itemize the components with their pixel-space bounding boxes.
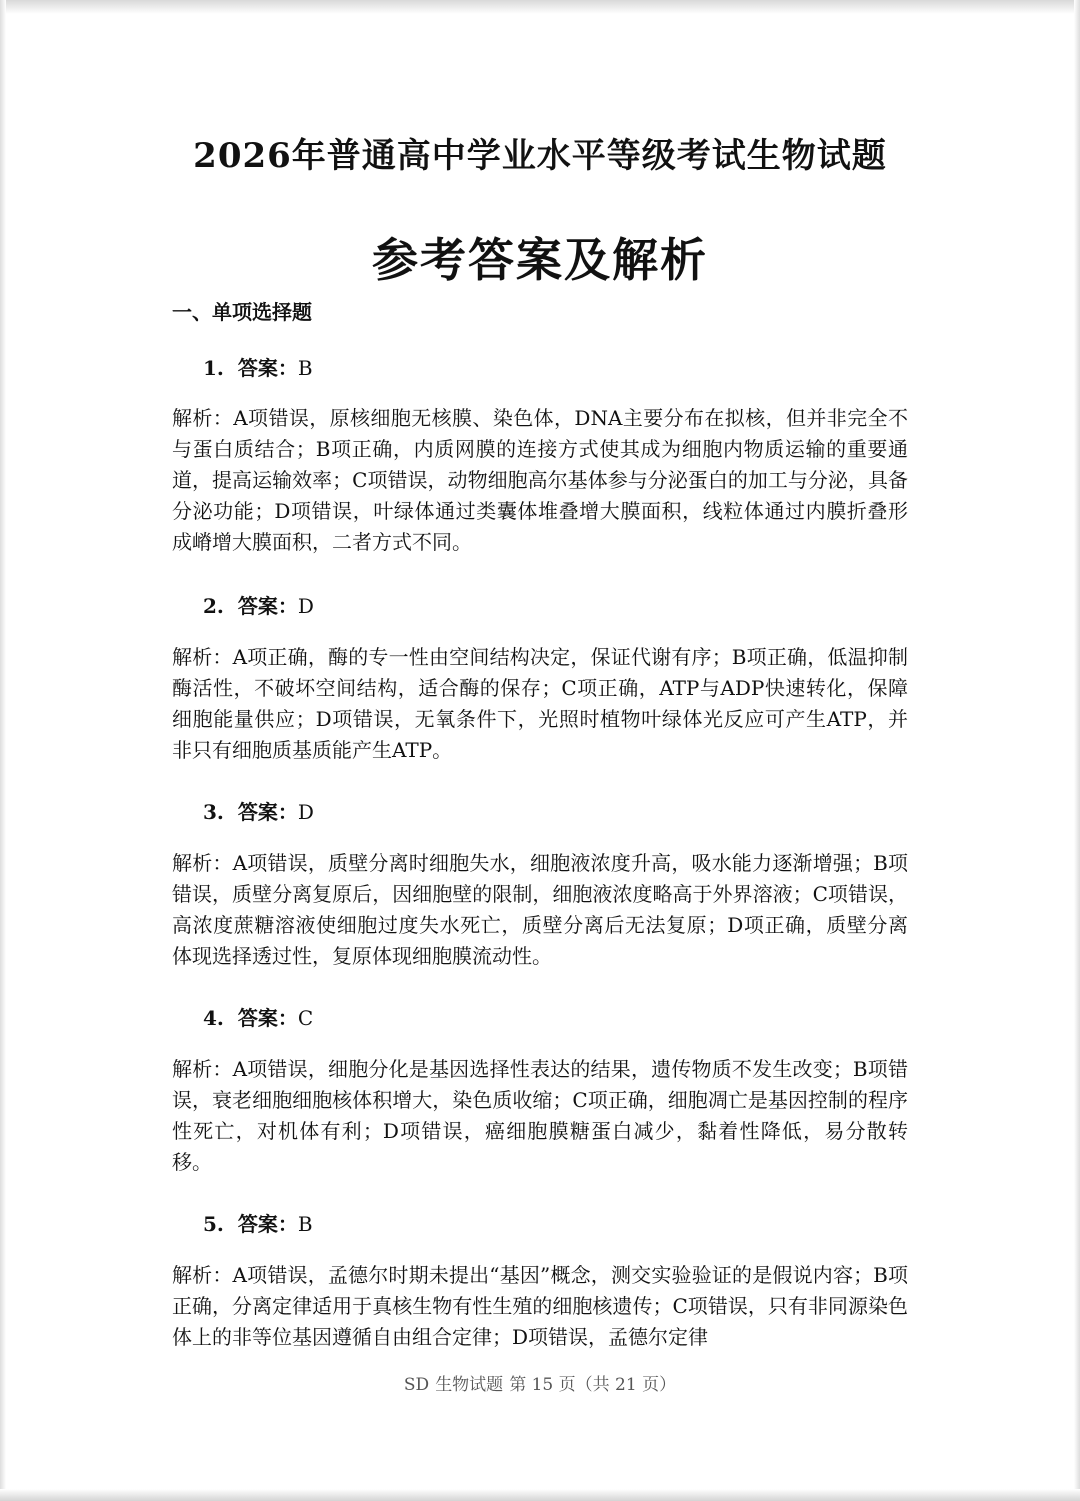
question-4-analysis: 解析：A项错误，细胞分化是基因选择性表达的结果，遗传物质不发生改变；B项错误，衰老细胞细胞核体积增大，染色质收缩；C项正确，细胞凋亡是基因控制的程序性死亡，对机体有利；D项错误，癌细胞膜糖蛋白减少，黏着性降低，易分散转移。 (172, 1057, 908, 1174)
answer-prefix: 答案： (237, 1006, 298, 1030)
question-number: 3. (203, 800, 224, 824)
document-subtitle: 参考答案及解析 (372, 233, 708, 287)
question-2-analysis: 解析：A项正确，酶的专一性由空间结构决定，保证代谢有序；B项正确，低温抑制酶活性，不破坏空间结构，适合酶的保存；C项正确，ATP与ADP快速转化，保障细胞能量供应；D项错误，无氧条件下，光照时植物叶绿体光反应可产生ATP，并非只有细胞质基质能产生ATP。 (172, 645, 908, 762)
page-footer (0, 1370, 1080, 1395)
page-edge-top (0, 0, 1080, 14)
question-3-answer (203, 796, 314, 825)
document-title: 2026年普通高中学业水平等级考试生物试题 (193, 136, 887, 176)
footer-subject: 生物试题 (435, 1375, 504, 1395)
question-5-analysis: 解析：A项错误，孟德尔时期未提出“基因”概念，测交实验验证的是假说内容；B项正确，分离定律适用于真核生物有性生殖的细胞核遗传；C项错误，只有非同源染色体上的非等位基因遵循自由组合定律；D项错误，孟德尔定律 (172, 1263, 908, 1349)
footer-code: SD (403, 1375, 430, 1395)
question-number: 1. (203, 356, 224, 380)
answer-value: B (297, 356, 313, 380)
answer-value: C (297, 1006, 314, 1030)
answer-value: D (297, 594, 314, 618)
answer-value: D (297, 800, 314, 824)
question-number: 2. (203, 594, 224, 618)
question-number: 5. (203, 1212, 224, 1236)
answer-value: B (297, 1212, 313, 1236)
question-4-answer (203, 1002, 313, 1031)
answer-prefix: 答案： (237, 356, 298, 380)
question-5-answer (203, 1208, 313, 1237)
page-edge-bottom (0, 1489, 1080, 1501)
section-heading: 一、单项选择题 (172, 300, 312, 324)
answer-prefix: 答案： (237, 800, 298, 824)
question-number: 4. (203, 1006, 224, 1030)
answer-prefix: 答案： (237, 1212, 298, 1236)
question-2-answer (203, 590, 314, 619)
footer-page-number: 第 15 页（共 21 页） (509, 1375, 677, 1395)
answer-prefix: 答案： (237, 594, 298, 618)
question-1-analysis: 解析：A项错误，原核细胞无核膜、染色体，DNA主要分布在拟核，但并非完全不与蛋白质结合；B项正确，内质网膜的连接方式使其成为细胞内物质运输的重要通道，提高运输效率；C项错误，动物细胞高尔基体参与分泌蛋白的加工与分泌，具备分泌功能；D项错误，叶绿体通过类囊体堆叠增大膜面积，线粒体通过内膜折叠形成嵴增大膜面积，二者方式不同。 (172, 406, 908, 554)
question-1-answer (203, 352, 313, 381)
question-3-analysis: 解析：A项错误，质壁分离时细胞失水，细胞液浓度升高，吸水能力逐渐增强；B项错误，质壁分离复原后，因细胞壁的限制，细胞液浓度略高于外界溶液；C项错误，高浓度蔗糖溶液使细胞过度失水死亡，质壁分离后无法复原；D项正确，质壁分离体现选择透过性，复原体现细胞膜流动性。 (172, 851, 908, 968)
